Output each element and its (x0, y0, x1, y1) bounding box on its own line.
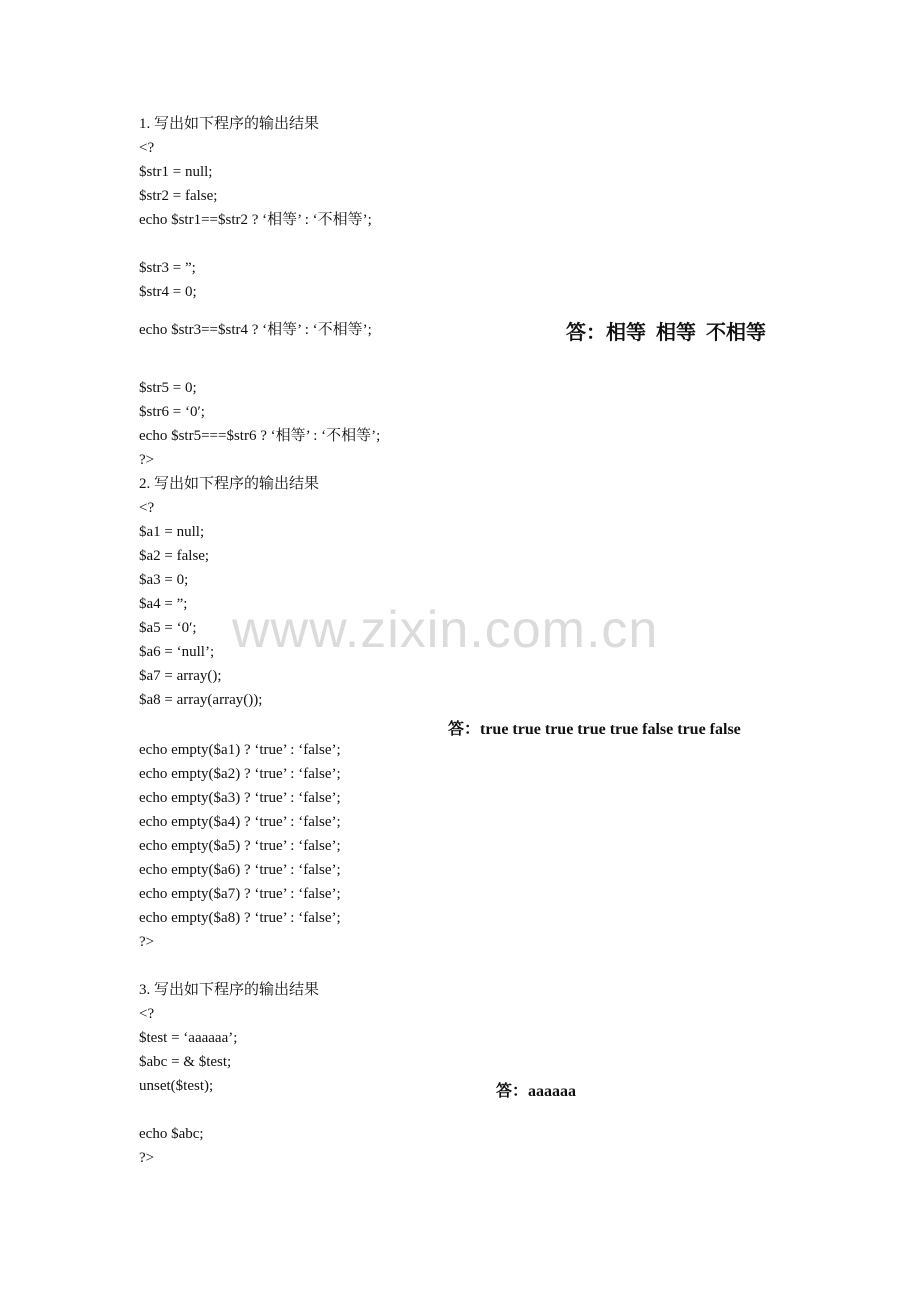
code-line: unset($test); (139, 1078, 214, 1094)
code-line: $a1 = null; (139, 524, 205, 540)
code-line: echo empty($a4) ? ‘true’ : ‘false’; (139, 814, 341, 830)
q3-title: 3. 写出如下程序的输出结果 (139, 982, 320, 998)
q1-title: 1. 写出如下程序的输出结果 (139, 116, 320, 132)
code-line: $a6 = ‘null’; (139, 644, 215, 660)
code-line: $str2 = false; (139, 188, 218, 204)
code-line: echo empty($a3) ? ‘true’ : ‘false’; (139, 790, 341, 806)
code-line: echo empty($a2) ? ‘true’ : ‘false’; (139, 766, 341, 782)
code-line: <? (139, 500, 155, 516)
code-line: $str6 = ‘0′; (139, 404, 205, 420)
code-line: echo empty($a7) ? ‘true’ : ‘false’; (139, 886, 341, 902)
code-line: $a7 = array(); (139, 668, 222, 684)
code-line: echo $abc; (139, 1126, 204, 1142)
code-line: ?> (139, 934, 155, 950)
code-line: <? (139, 1006, 155, 1022)
code-line: echo empty($a5) ? ‘true’ : ‘false’; (139, 838, 341, 854)
code-line: $str3 = ”; (139, 260, 196, 276)
code-line: $test = ‘aaaaaa’; (139, 1030, 238, 1046)
code-line: $a4 = ”; (139, 596, 188, 612)
code-line: $a5 = ‘0′; (139, 620, 197, 636)
code-line: echo $str1==$str2 ? ‘相等’ : ‘不相等’; (139, 212, 372, 228)
code-line: ?> (139, 1150, 155, 1166)
code-line: echo empty($a8) ? ‘true’ : ‘false’; (139, 910, 341, 926)
code-line: ?> (139, 452, 155, 468)
code-line: $str1 = null; (139, 164, 213, 180)
code-line: $str5 = 0; (139, 380, 197, 396)
code-line: echo $str5===$str6 ? ‘相等’ : ‘不相等’; (139, 428, 381, 444)
watermark: www.zixin.com.cn (232, 601, 659, 659)
code-line: $a2 = false; (139, 548, 210, 564)
q2-answer: 答：true true true true true false true false (448, 721, 741, 738)
q2-title: 2. 写出如下程序的输出结果 (139, 476, 320, 492)
code-line: $abc = & $test; (139, 1054, 232, 1070)
code-line: $str4 = 0; (139, 284, 197, 300)
q3-answer: 答：aaaaaa (496, 1083, 577, 1100)
code-line: <? (139, 140, 155, 156)
q1-answer: 答：相等 相等 不相等 (566, 322, 766, 344)
code-line: echo $str3==$str4 ? ‘相等’ : ‘不相等’; (139, 322, 372, 338)
code-line: $a8 = array(array()); (139, 692, 263, 708)
code-line: echo empty($a1) ? ‘true’ : ‘false’; (139, 742, 341, 758)
code-line: $a3 = 0; (139, 572, 189, 588)
code-line: echo empty($a6) ? ‘true’ : ‘false’; (139, 862, 341, 878)
